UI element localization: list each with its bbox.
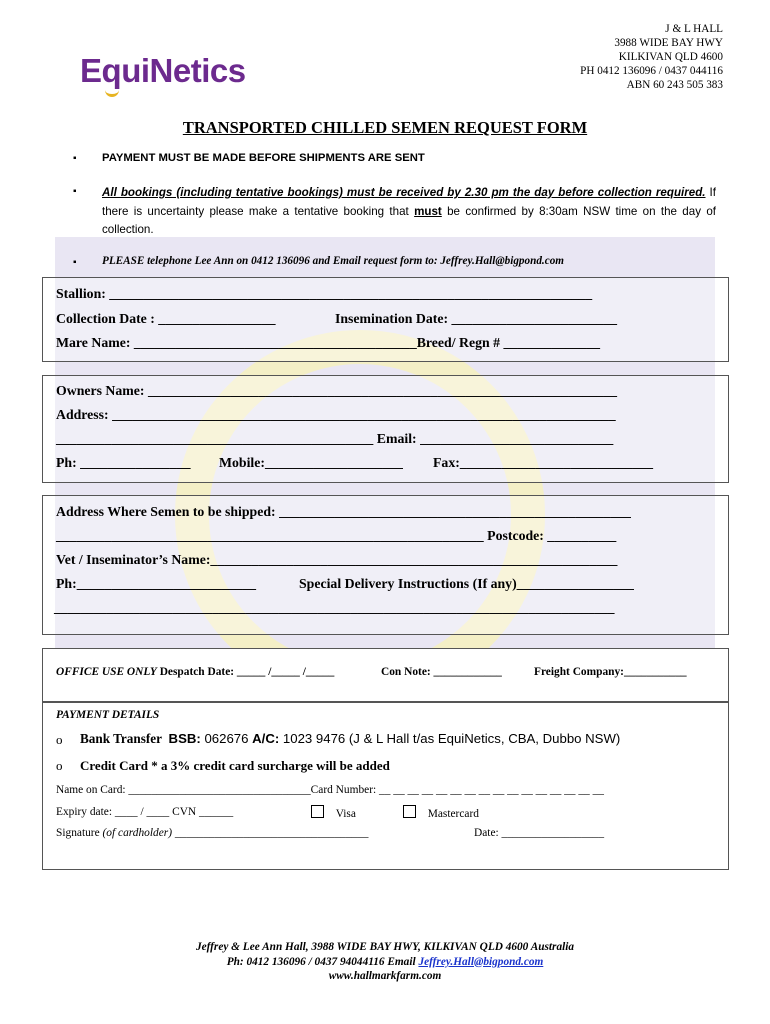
freight-company-field[interactable]: Freight Company:___________ <box>534 666 687 678</box>
con-note-field[interactable]: Con Note: ____________ <box>381 666 502 678</box>
special-instructions-field[interactable]: Special Delivery Instructions (If any)_________________ <box>299 576 634 591</box>
payment-heading: PAYMENT DETAILS <box>56 709 160 721</box>
expiry-cvn-field[interactable]: Expiry date: ____ / ____ CVN ______ <box>56 806 234 818</box>
vet-name-field[interactable]: Vet / Inseminator’s Name:___________________________________________________________ <box>56 552 618 567</box>
equinetics-logo: EquiNetics <box>80 52 246 89</box>
bullet-icon: ▪ <box>73 186 77 197</box>
bullet-icon: ▪ <box>73 153 77 164</box>
insemination-date-field[interactable]: Insemination Date: ________________________ <box>335 311 618 326</box>
shipping-address-field[interactable]: Address Where Semen to be shipped: ___________________________________________________ <box>56 504 631 519</box>
bank-transfer-option-icon[interactable]: o <box>56 732 63 747</box>
postcode-field[interactable]: ______________________________________________________________ Postcode: __________ <box>56 528 617 543</box>
footer: Jeffrey & Lee Ann Hall, 3988 WIDE BAY HWY, KILKIVAN QLD 4600 Australia Ph: 0412 136096 / 0437 94044116 Email Jeffrey.Hall@bigpond.com www.hallmarkfarm.com <box>195 941 575 982</box>
mastercard-checkbox[interactable]: Mastercard <box>403 805 479 820</box>
checkbox-icon <box>403 805 416 818</box>
credit-card-option-icon[interactable]: o <box>56 758 63 773</box>
contact-rule: PLEASE telephone Lee Ann on 0412 136096 and Email request form to: Jeffrey.Hall@bigpond.com <box>102 255 564 267</box>
bullet-icon: ▪ <box>73 257 77 268</box>
owners-name-field[interactable]: Owners Name: ____________________________________________________________________ <box>56 383 618 398</box>
vet-phone-field[interactable]: Ph:__________________________ <box>56 576 257 591</box>
booking-rule: All bookings (including tentative bookings) must be received by 2.30 pm the day before collection required. If there is uncertainty please make a tentative booking that must be confirmed by 8:30am NSW time on the day of collection. <box>102 186 716 236</box>
form-title: TRANSPORTED CHILLED SEMEN REQUEST FORM <box>182 118 588 137</box>
mobile-field[interactable]: Mobile:____________________ <box>219 455 403 470</box>
fax-field[interactable]: Fax:____________________________ <box>433 455 653 470</box>
payment-rule: PAYMENT MUST BE MADE BEFORE SHIPMENTS ARE SENT <box>102 152 425 164</box>
checkbox-icon <box>311 805 324 818</box>
despatch-date-field[interactable]: OFFICE USE ONLY Despatch Date: _____ /_____ /_____ <box>56 666 335 678</box>
visa-checkbox[interactable]: Visa <box>311 805 356 820</box>
date-field[interactable]: Date: __________________ <box>474 827 605 839</box>
mare-name-field[interactable]: Mare Name: _________________________________________Breed/ Regn # ______________ <box>56 335 601 350</box>
bank-transfer-details: Bank Transfer BSB: 062676 A/C: 1023 9476 (J & L Hall t/as EquiNetics, CBA, Dubbo NSW) <box>80 731 621 746</box>
email-field[interactable]: ______________________________________________ Email: ____________________________ <box>56 431 614 446</box>
credit-card-label: Credit Card * a 3% credit card surcharge will be added <box>80 758 390 773</box>
collection-date-field[interactable]: Collection Date : _________________ <box>56 311 276 326</box>
company-address-block: J & L HALL 3988 WIDE BAY HWY KILKIVAN QLD 4600 PH 0412 136096 / 0437 044116 ABN 60 243 505 383 <box>580 23 723 91</box>
phone-field[interactable]: Ph: ________________ <box>56 455 191 470</box>
address-field[interactable]: Address: _________________________________________________________________________ <box>56 407 616 422</box>
signature-field[interactable]: Signature (of cardholder) __________________________________ <box>56 827 369 839</box>
stallion-field[interactable]: Stallion: ______________________________________________________________________ <box>56 286 593 301</box>
extra-instructions-line[interactable]: _____________________________________________________________________________________ <box>54 600 615 615</box>
card-name-number-field[interactable]: Name on Card: ________________________________Card Number: __ __ __ __ __ __ __ __ __ __ __ __ __ __ __ __ <box>56 784 604 796</box>
footer-email-link[interactable]: Jeffrey.Hall@bigpond.com <box>418 955 544 968</box>
